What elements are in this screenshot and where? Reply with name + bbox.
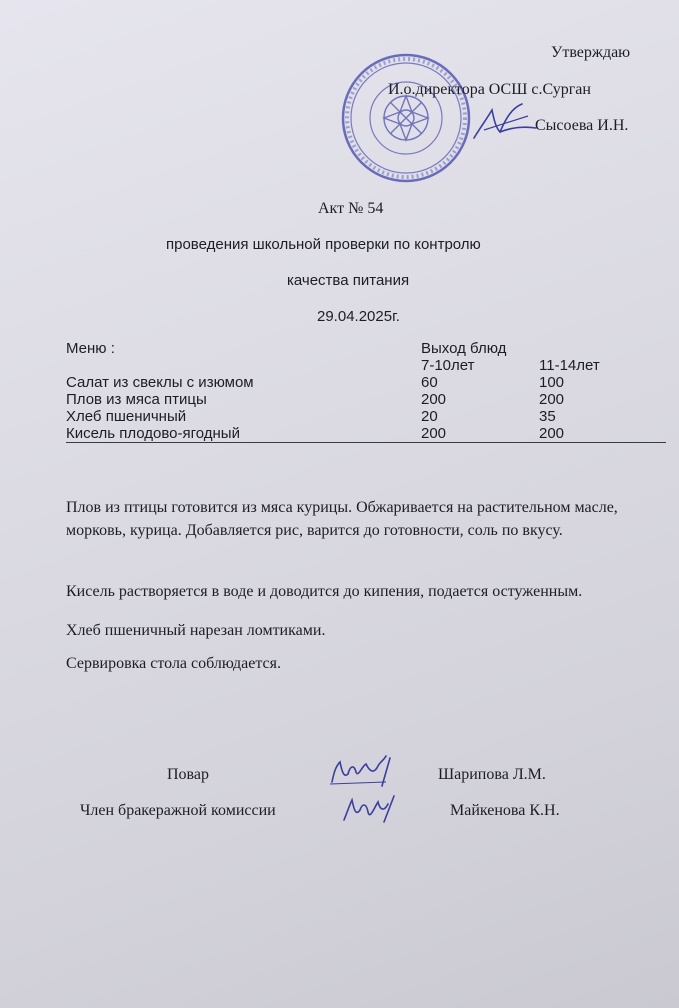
table-row	[66, 425, 666, 443]
cook-signature	[326, 752, 398, 790]
act-date: 29.04.2025г.	[317, 308, 400, 325]
menu-header-row	[66, 340, 666, 357]
member-signature	[340, 792, 400, 828]
table-row	[66, 391, 666, 408]
approve-word: Утверждаю	[551, 44, 631, 61]
table-row	[66, 374, 666, 391]
age-group-1: 7-10лет	[421, 357, 475, 374]
dish-name: Хлеб пшеничный	[66, 408, 187, 425]
act-number: Акт № 54	[318, 200, 384, 217]
dish-output-7-10: 200	[421, 425, 539, 443]
paragraph-serving: Сервировка стола соблюдается.	[66, 655, 281, 672]
official-stamp	[340, 52, 472, 184]
dish-name: Плов из мяса птицы	[66, 391, 207, 408]
title-line-2: качества питания	[287, 272, 410, 289]
approver-position: И.о.директора ОСШ с.Сурган	[388, 81, 591, 98]
dish-output-7-10: 60	[421, 374, 438, 391]
paragraph-kisel: Кисель растворяется в воде и доводится до кипения, подается остуженным.	[66, 583, 583, 600]
menu-label: Меню :	[66, 340, 115, 357]
dish-name: Салат из свеклы с изюмом	[66, 374, 254, 391]
dish-output-11-14: 35	[539, 408, 556, 425]
menu-table	[66, 340, 666, 443]
approver-name: Сысоева И.Н.	[535, 117, 629, 134]
cook-role: Повар	[167, 766, 209, 783]
table-row	[66, 408, 666, 425]
cook-name: Шарипова Л.М.	[438, 766, 546, 783]
paragraph-plov: Плов из птицы готовится из мяса курицы. Обжаривается на растительном масле, морковь, курица. Добавляется рис, варится до готовности, соль по вкусу.	[66, 499, 618, 539]
paragraph-bread: Хлеб пшеничный нарезан ломтиками.	[66, 622, 326, 639]
director-signature	[470, 98, 540, 144]
title-line-1: проведения школьной проверки по контролю	[166, 236, 481, 253]
age-groups-row	[66, 357, 666, 374]
dish-output-7-10: 200	[421, 391, 447, 408]
dish-name: Кисель плодово-ягодный	[66, 425, 421, 443]
commission-member-role: Член бракеражной комиссии	[80, 802, 276, 819]
age-group-2: 11-14лет	[539, 357, 600, 374]
output-label: Выход блюд	[421, 340, 507, 357]
dish-output-11-14: 200	[539, 425, 666, 443]
dish-output-11-14: 100	[539, 374, 565, 391]
dish-output-7-10: 20	[421, 408, 438, 425]
dish-output-11-14: 200	[539, 391, 565, 408]
commission-member-name: Майкенова К.Н.	[450, 802, 560, 819]
